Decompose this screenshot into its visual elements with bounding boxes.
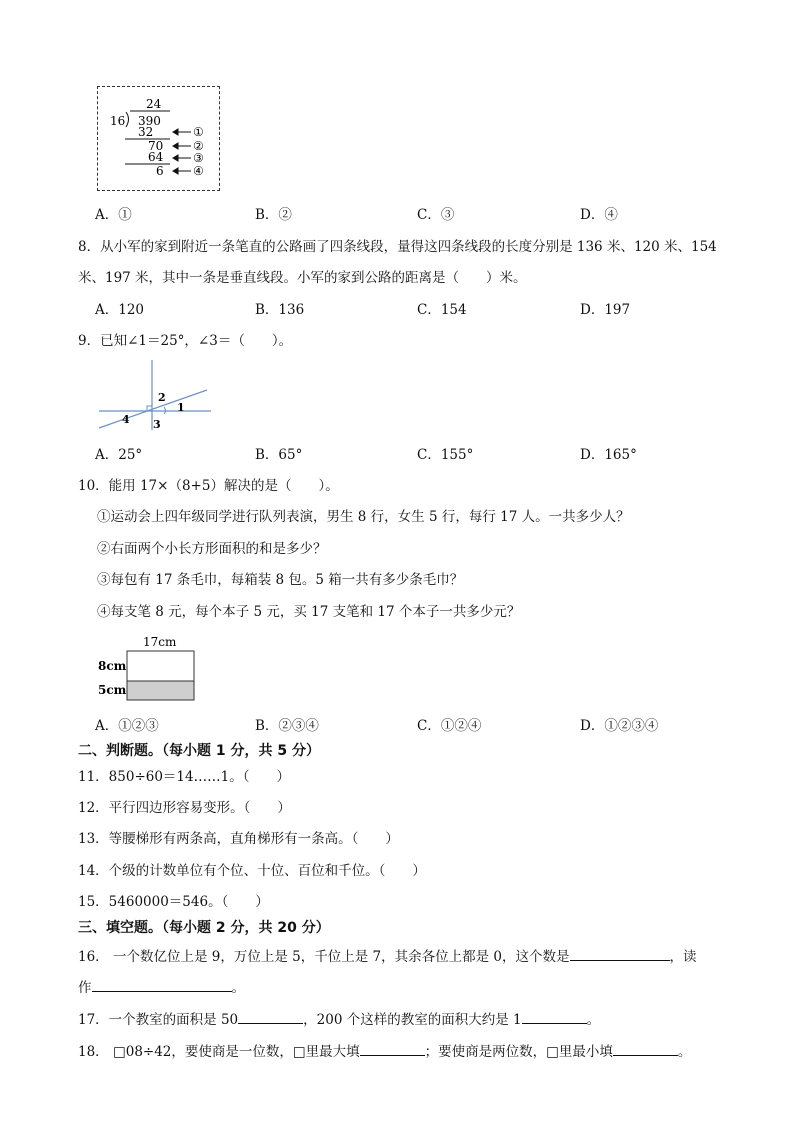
step4: 6	[156, 164, 164, 178]
q17-answer-1[interactable]	[238, 1009, 303, 1024]
q8-option-d[interactable]: D．197	[580, 302, 631, 318]
section3-title: 三、填空题。（每小题 2 分，共 20 分）	[78, 920, 330, 936]
q10-option-d[interactable]: D．①②③④	[580, 718, 659, 734]
marker-1: ①	[193, 125, 204, 139]
q7-option-c[interactable]: C．③	[417, 207, 455, 223]
q8-option-a[interactable]: A．120	[95, 302, 145, 318]
q12: 12．平行四边形容易变形。（ ）	[78, 800, 291, 816]
q9-option-b[interactable]: B．65°	[255, 447, 303, 463]
q18-answer-2[interactable]	[613, 1041, 678, 1056]
q18-answer-1[interactable]	[360, 1041, 425, 1056]
dividend: 390	[138, 114, 161, 128]
q10-item-3: ③每包有 17 条毛巾，每箱装 8 包。5 箱一共有多少条毛巾？	[97, 572, 464, 588]
q7-option-d[interactable]: D．④	[580, 207, 618, 223]
q10-option-c[interactable]: C．①②④	[417, 718, 482, 734]
q9-text: 9．已知∠1＝25°，∠3＝（ ）。	[78, 333, 293, 349]
q18: 18． □08÷42，要使商是一位数，□里最大填 ；要使商是两位数，□里最小填 。	[78, 1041, 691, 1061]
q7-option-a[interactable]: A．①	[95, 207, 132, 223]
q16-answer-number[interactable]	[570, 946, 670, 961]
q15: 15．5460000＝546。（ ）	[78, 894, 269, 910]
step1: 32	[138, 125, 154, 139]
label-8cm: 8cm	[98, 659, 127, 673]
angle-label-1: 1	[177, 401, 185, 414]
section2-title: 二、判断题。（每小题 1 分，共 5 分）	[78, 743, 320, 759]
q10-option-a[interactable]: A．①②③	[95, 718, 159, 734]
q10-option-b[interactable]: B．②③④	[255, 718, 319, 734]
q16-line2: 作 。	[78, 977, 245, 997]
angle-label-2: 2	[158, 391, 166, 404]
quotient: 24	[146, 97, 162, 111]
q8-option-b[interactable]: B．136	[255, 302, 305, 318]
q9-option-d[interactable]: D．165°	[580, 447, 637, 463]
q9-option-a[interactable]: A．25°	[95, 447, 143, 463]
q17-answer-2[interactable]	[522, 1009, 587, 1024]
division-figure	[97, 86, 220, 191]
q8-line1: 8．从小军的家到附近一条笔直的公路画了四条线段，量得这四条线段的长度分别是 136 米、120 米、154	[78, 239, 717, 255]
q14: 14．个级的计数单位有个位、十位、百位和千位。（ ）	[78, 863, 426, 879]
step3: 64	[148, 150, 164, 164]
q16-line1: 16． 一个数亿位上是 9，万位上是 5，千位上是 7，其余各位上都是 0，这个数是 ，读	[78, 946, 697, 966]
angle-label-4: 4	[122, 413, 130, 426]
rectangle-diagram	[95, 632, 200, 704]
label-17cm: 17cm	[143, 635, 177, 649]
q9-option-c[interactable]: C．155°	[417, 447, 474, 463]
q10-item-2: ②右面两个小长方形面积的和是多少？	[97, 541, 327, 557]
q10-item-4: ④每支笔 8 元，每个本子 5 元，买 17 支笔和 17 个本子一共多少元？	[97, 604, 521, 620]
q13: 13．等腰梯形有两条高，直角梯形有一条高。（ ）	[78, 831, 399, 847]
marker-4: ④	[193, 164, 204, 178]
marker-2: ②	[193, 139, 204, 153]
q8-line2: 米、197 米，其中一条是垂直线段。小军的家到公路的距离是（ ）米。	[78, 270, 527, 286]
division-diagram	[98, 87, 219, 190]
q11: 11．850÷60＝14……1。（ ）	[78, 769, 290, 785]
q17: 17．一个教室的面积是 50 ，200 个这样的教室的面积大约是 1 。	[78, 1009, 600, 1029]
q16-answer-reading[interactable]	[92, 977, 232, 992]
q7-option-b[interactable]: B．②	[255, 207, 292, 223]
angle-label-3: 3	[153, 418, 161, 431]
angle-diagram	[95, 358, 215, 433]
step2: 70	[148, 139, 164, 153]
q8-option-c[interactable]: C．154	[417, 302, 467, 318]
marker-3: ③	[193, 151, 204, 165]
q10-text: 10．能用 17×（8+5）解决的是（ ）。	[78, 478, 339, 494]
label-5cm: 5cm	[98, 683, 127, 697]
q10-item-1: ①运动会上四年级同学进行队列表演，男生 8 行，女生 5 行，每行 17 人。一共多少人？	[97, 509, 630, 525]
divisor: 16	[110, 114, 126, 128]
